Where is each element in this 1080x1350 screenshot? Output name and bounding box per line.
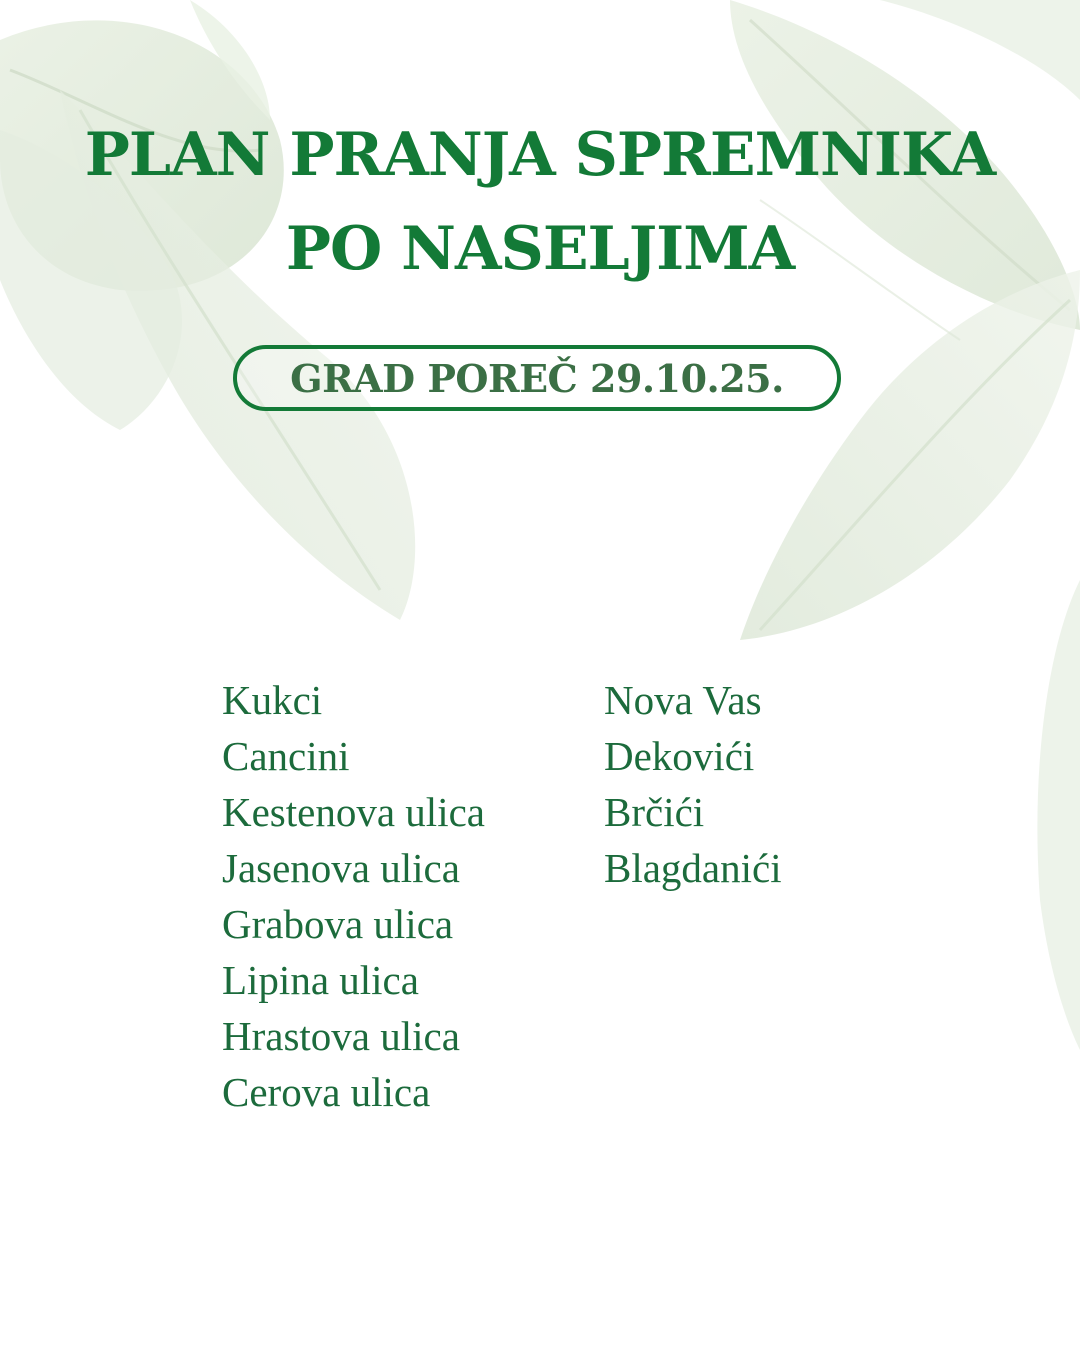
list-item: Hrastova ulica [222,1013,460,1059]
list-item: Nova Vas [604,677,762,723]
list-item: Cerova ulica [222,1069,431,1115]
locations-list-left [222,672,485,1120]
locations-list-right [604,672,782,896]
list-item: Kestenova ulica [222,789,485,835]
title-line-2: PO NASELJIMA [285,214,795,284]
list-item: Blagdanići [604,845,782,891]
list-item: Cancini [222,733,350,779]
list-item: Brčići [604,789,705,835]
page-title [0,108,1080,296]
list-item: Grabova ulica [222,901,454,947]
city-date-badge: GRAD POREČ 29.10.25. [233,345,841,411]
list-item: Lipina ulica [222,957,419,1003]
title-line-1: PLAN PRANJA SPREMNIKA [84,120,996,190]
list-item: Kukci [222,677,323,723]
list-item: Dekovići [604,733,755,779]
list-item: Jasenova ulica [222,845,460,891]
